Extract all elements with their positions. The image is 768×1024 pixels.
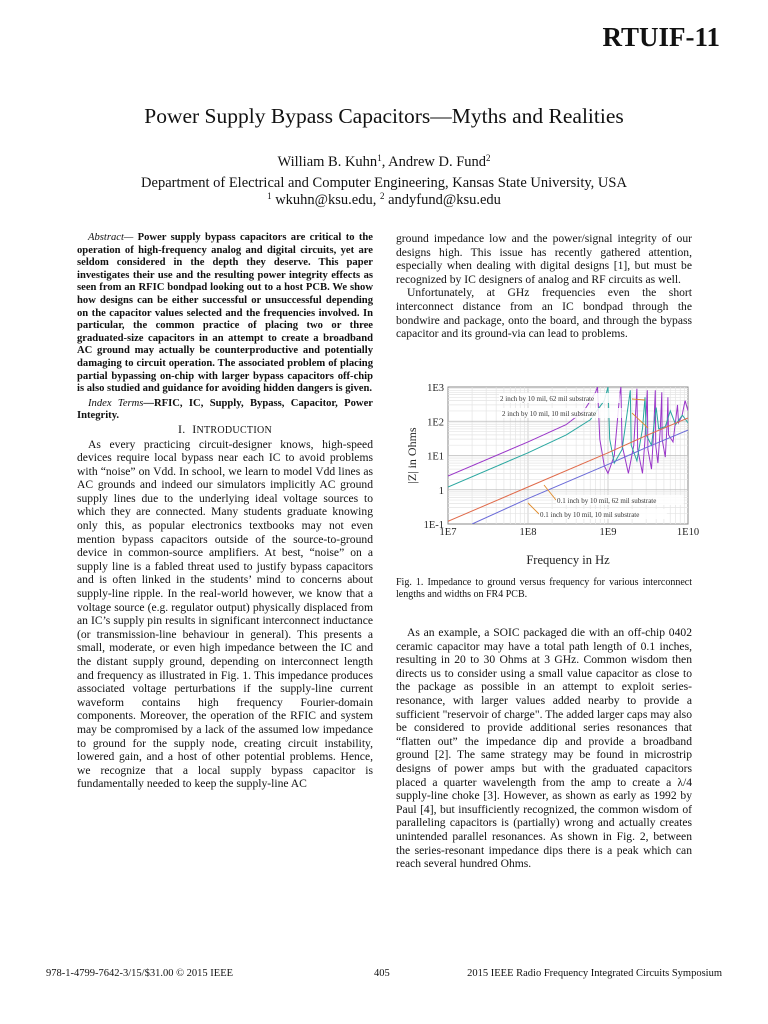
y-tick-label: 1E3 (427, 383, 444, 394)
annotation-label-1: 2 inch by 10 mil, 62 mil substrate (500, 395, 595, 403)
paper-title: Power Supply Bypass Capacitors—Myths and Realities (144, 104, 624, 128)
y-tick-label: 1E2 (427, 417, 444, 429)
section-number: I. (177, 421, 186, 436)
right-column-top (396, 232, 692, 341)
section-title-initial: I (192, 421, 197, 436)
x-tick-label: 1E8 (519, 527, 537, 538)
author-line (0, 153, 768, 171)
abstract-text: Power supply bypass capacitors are critical to the operation of high-frequency analog and digital circuits, yet are seldom considered in the depth they deserve. This paper investigates their use and the resulting power integrity effects as seen from an RFIC bondpad looking out to a host PCB. We show how designs can be either successful or unsuccessful depending on the capacitor values selected and the frequencies involved. In particular, the common practice of placing two or three graduated-size capacitors in an attempt to create a broadband AC ground may actually be counterproductive and potentially damaging to circuit operation. The associated problem of placing partial bypassing on-chip with larger bypass capacitors off-chip is also studied and guidance for avoiding hidden dangers is given. (77, 232, 373, 395)
left-column (77, 232, 373, 791)
paper-id-header: RTUIF-11 (602, 22, 720, 52)
y-tick-label: 1 (438, 485, 444, 497)
email-2-sup: 2 (379, 191, 385, 201)
abstract-label: Abstract— (88, 232, 134, 243)
x-tick-label: 1E10 (676, 527, 700, 538)
x-axis-title: Frequency in Hz (526, 553, 610, 567)
intro-paragraph-1: As every practicing circuit-designer knows, high-speed devices require local bypass near each IC to avoid problems with “noise” on Vdd. In school, we learn to model Vdd lines as AC grounds and indeed our simulators implicitly AC ground supply lines due to the underlying ideal voltage sources to which they are connected. Many students graduate knowing only this, as popular electronics textbooks may not even mention bypass capacitors outside of the source-to-ground device in common-source amplifiers. At best, “noise” on a supply line is a fabled threat used to justify bypass capacitors and is often linked in the students’ mind to concerns about supply-line ripple. In the real-world however, we know that a voltage source (e.g. regulator output) physically displaced from an IC’s supply pin results in significant interconnect inductance (or transmission-line behaviour in general). This presents a small, moderate, or even high impedance between the IC and the distant supply ground, depending on interconnect length and frequency as illustrated in Fig. 1. This impedance produces associated voltage perturbations if the supply-line current waveform contains high frequency Fourier-domain components. Moreover, the operation of the RFIC and system may be compromised by a lack of the assumed low impedance to ground for the supply node, creating circuit instability, lowered gain, and a host of other potential problems. Hence, we recognize that a local supply bypass capacitor is fundamentally needed to keep the supply-line AC (77, 437, 373, 791)
right-paragraph-2: Unfortunately, at GHz frequencies even the short interconnect distance from an IC bondpad through the bondwire and package, onto the board, and through the bypass capacitor and its ground-via can lead to problems. (396, 286, 692, 341)
index-terms (77, 398, 373, 423)
right-column-bottom (396, 626, 692, 871)
y-tick-label: 1E-1 (423, 520, 444, 531)
annotation-label-3: 0.1 inch by 10 mil, 62 mil substrate (557, 497, 657, 505)
annotation-label-4: 0.1 inch by 10 mil, 10 mil substrate (540, 511, 640, 519)
right-paragraph-1: ground impedance low and the power/signal integrity of our designs high. This issue has recently gathered attention, especially when dealing with digital designs [1], but must be recognized by IC designers of analog and RF circuits as well. (396, 232, 692, 286)
x-tick-label: 1E9 (599, 527, 617, 538)
annotation-label-2: 2 inch by 10 mil, 10 mil substrate (502, 410, 597, 418)
footer-conference: 2015 IEEE Radio Frequency Integrated Circuits Symposium (467, 968, 722, 979)
footer-page-number: 405 (374, 968, 390, 979)
author-1-sup: 1 (377, 153, 382, 163)
email-1-sup: 1 (267, 191, 272, 201)
author-1: William B. Kuhn (277, 154, 378, 170)
author-separator: , Andrew D. Fund (381, 154, 487, 170)
right-paragraph-3: As an example, a SOIC packaged die with an off-chip 0402 ceramic capacitor may have a total path length of 0.1 inches, resulting in 20 to 30 Ohms at 3 GHz. Common wisdom then directs us to consider using a small value capacitor as close to the package as possible in an attempt to exploit series-resonance, with larger values added nearby to provide a sufficient "reservoir of charge". The added larger caps may also be considered to provide additional series resonances that “flatten out” the impedance dip and provide a broadband ground [2]. The same strategy may be found in microstrip designs of power amps but with the graduated capacitors placed a quarter wavelength from the amp to create a λ/4 supply-line choke [3]. However, as shown as early as 1992 by Paul [4], but insufficiently recognized, the common wisdom of paralleling capacitors is (partially) wrong and actually creates unintended parallel resonances. As shown in Fig. 2, between the series-resonant impedance dips there is a peak which can reach several hundred Ohms. (396, 626, 692, 871)
figure-1-chart (400, 376, 700, 572)
impedance-chart-svg (400, 376, 700, 572)
section-heading-introduction (77, 423, 373, 438)
y-axis-title: |Z| in Ohms (405, 427, 419, 484)
affiliation: Department of Electrical and Computer Engineering, Kansas State University, USA (141, 175, 627, 191)
section-title-rest: NTRODUCTION (196, 424, 273, 436)
footer-copyright: 978-1-4799-7642-3/15/$31.00 © 2015 IEEE (46, 968, 234, 979)
y-tick-label: 1E1 (427, 451, 444, 463)
author-2-sup: 2 (486, 153, 491, 163)
index-terms-text: —RFIC, IC, Supply, Bypass, Capacitor, Power Integrity. (77, 397, 373, 422)
index-terms-label: Index Terms (88, 397, 144, 409)
email-1: wkuhn@ksu.edu, (275, 192, 380, 208)
email-line (0, 192, 768, 209)
email-2: andyfund@ksu.edu (388, 192, 501, 208)
x-tick-label: 1E7 (439, 527, 457, 538)
abstract (77, 232, 373, 396)
figure-1-caption: Fig. 1. Impedance to ground versus frequency for various interconnect lengths and widths on FR4 PCB. (396, 577, 692, 600)
